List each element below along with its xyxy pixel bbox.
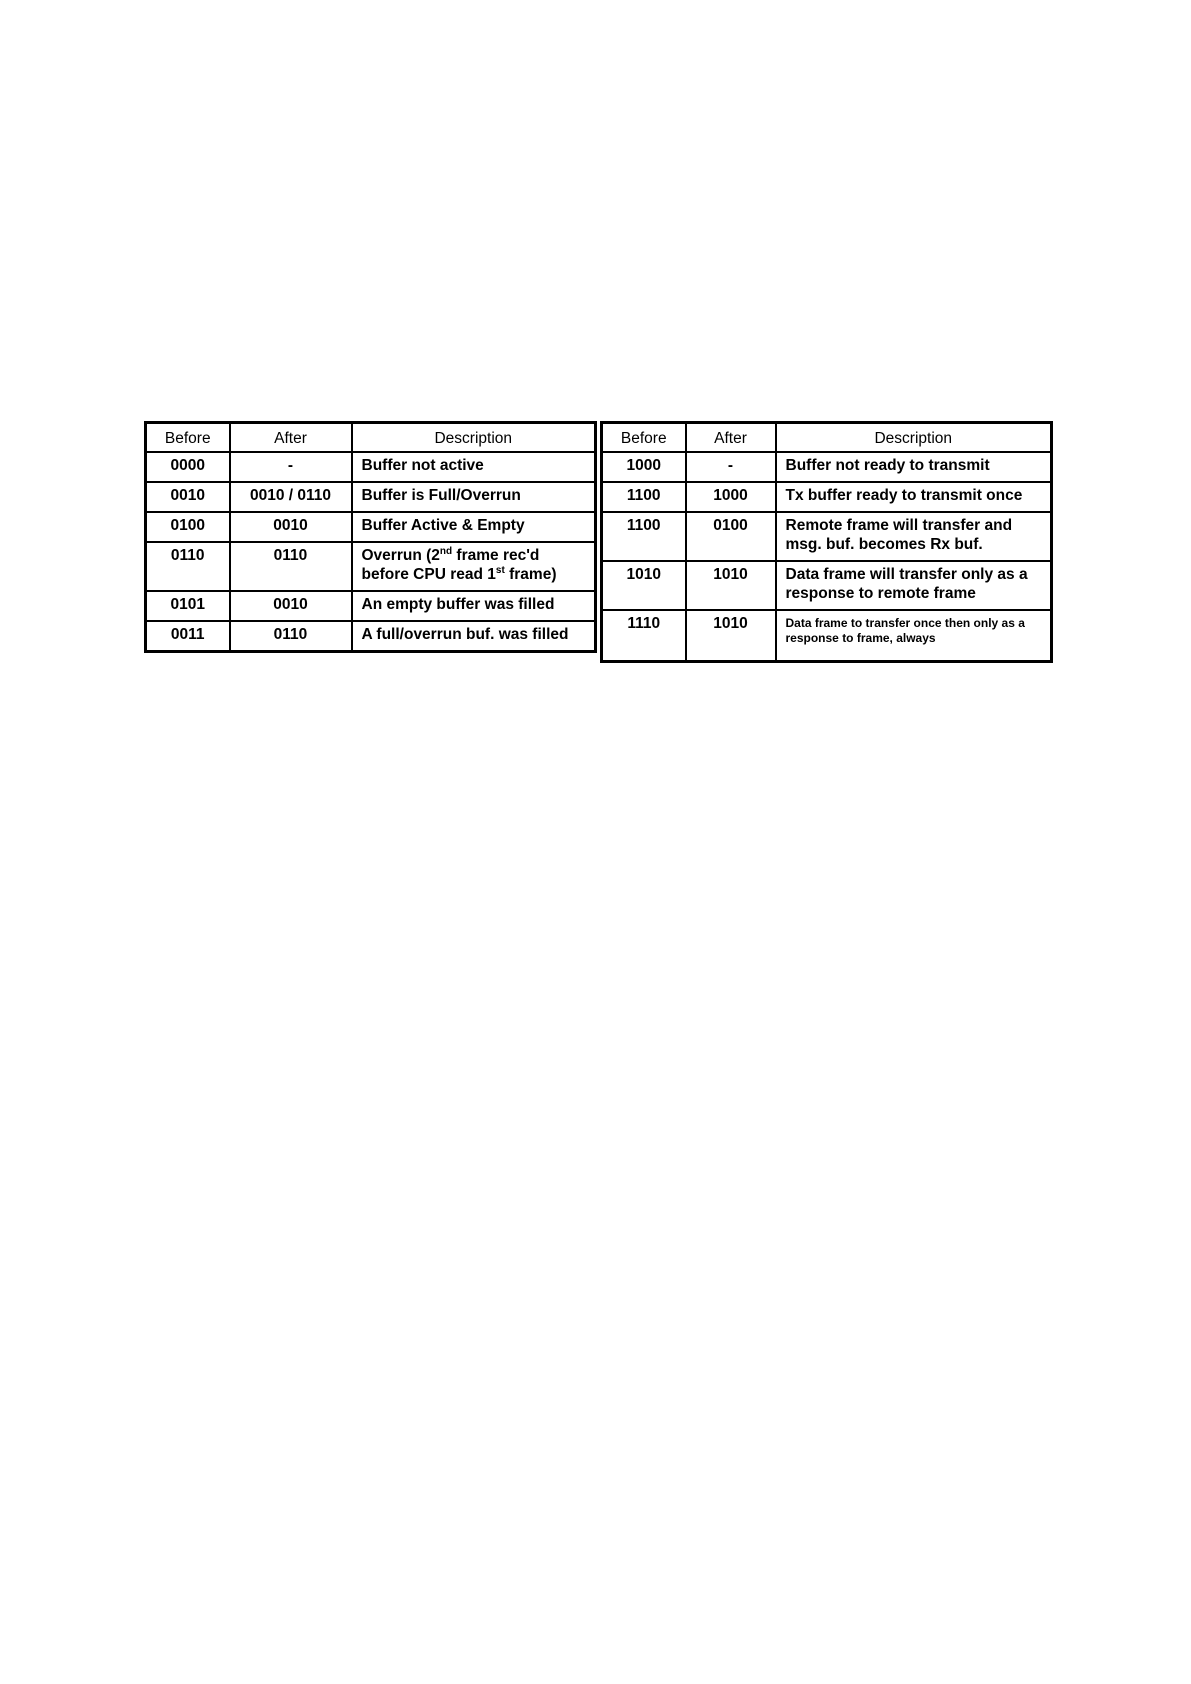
before-cell: 0000: [146, 452, 230, 482]
buffer-state-tables: [144, 421, 1053, 648]
before-cell: 0010: [146, 482, 230, 512]
receive-buffer-state-table: [144, 421, 597, 653]
after-cell: 0110: [230, 621, 352, 652]
table-row: [146, 452, 596, 482]
table-row: [146, 482, 596, 512]
after-cell: 0100: [686, 512, 776, 561]
table-row: [146, 542, 596, 591]
table-row: [602, 482, 1052, 512]
description-text: frame rec'd before CPU read 1: [361, 547, 540, 583]
description-cell: Remote frame will transfer and msg. buf. becomes Rx buf.: [776, 512, 1052, 561]
table-row: [602, 610, 1052, 662]
before-cell: 1010: [602, 561, 686, 610]
description-cell: Buffer is Full/Overrun: [352, 482, 596, 512]
before-cell: 1100: [602, 512, 686, 561]
table-row: [602, 561, 1052, 610]
description-cell: Buffer not active: [352, 452, 596, 482]
after-cell: -: [230, 452, 352, 482]
before-cell: 1100: [602, 482, 686, 512]
table-row: [146, 621, 596, 652]
table-header-row: [602, 423, 1052, 453]
column-header-after: After: [230, 423, 352, 453]
column-header-description: Description: [352, 423, 596, 453]
description-cell: [352, 542, 596, 591]
after-cell: 1010: [686, 610, 776, 662]
before-cell: 1110: [602, 610, 686, 662]
after-cell: 0010: [230, 512, 352, 542]
table-row: [602, 452, 1052, 482]
ordinal-superscript: nd: [439, 545, 453, 557]
description-cell: Buffer Active & Empty: [352, 512, 596, 542]
column-header-before: Before: [602, 423, 686, 453]
description-cell: A full/overrun buf. was filled: [352, 621, 596, 652]
description-text: Overrun (2: [361, 547, 440, 564]
column-header-after: After: [686, 423, 776, 453]
table-row: [146, 512, 596, 542]
description-cell: Data frame to transfer once then only as a response to frame, always: [776, 610, 1052, 662]
description-text: frame): [504, 566, 557, 583]
description-cell: Data frame will transfer only as a response to remote frame: [776, 561, 1052, 610]
table-row: [602, 512, 1052, 561]
description-cell: Buffer not ready to transmit: [776, 452, 1052, 482]
after-cell: 1010: [686, 561, 776, 610]
before-cell: 1000: [602, 452, 686, 482]
before-cell: 0110: [146, 542, 230, 591]
column-header-description: Description: [776, 423, 1052, 453]
description-cell: An empty buffer was filled: [352, 591, 596, 621]
column-header-before: Before: [146, 423, 230, 453]
after-cell: 0110: [230, 542, 352, 591]
before-cell: 0101: [146, 591, 230, 621]
ordinal-superscript: st: [495, 564, 505, 576]
before-cell: 0100: [146, 512, 230, 542]
table-row: [146, 591, 596, 621]
after-cell: 0010 / 0110: [230, 482, 352, 512]
table-header-row: [146, 423, 596, 453]
before-cell: 0011: [146, 621, 230, 652]
after-cell: 1000: [686, 482, 776, 512]
description-cell: Tx buffer ready to transmit once: [776, 482, 1052, 512]
transmit-buffer-state-table: [600, 421, 1053, 663]
after-cell: 0010: [230, 591, 352, 621]
after-cell: -: [686, 452, 776, 482]
